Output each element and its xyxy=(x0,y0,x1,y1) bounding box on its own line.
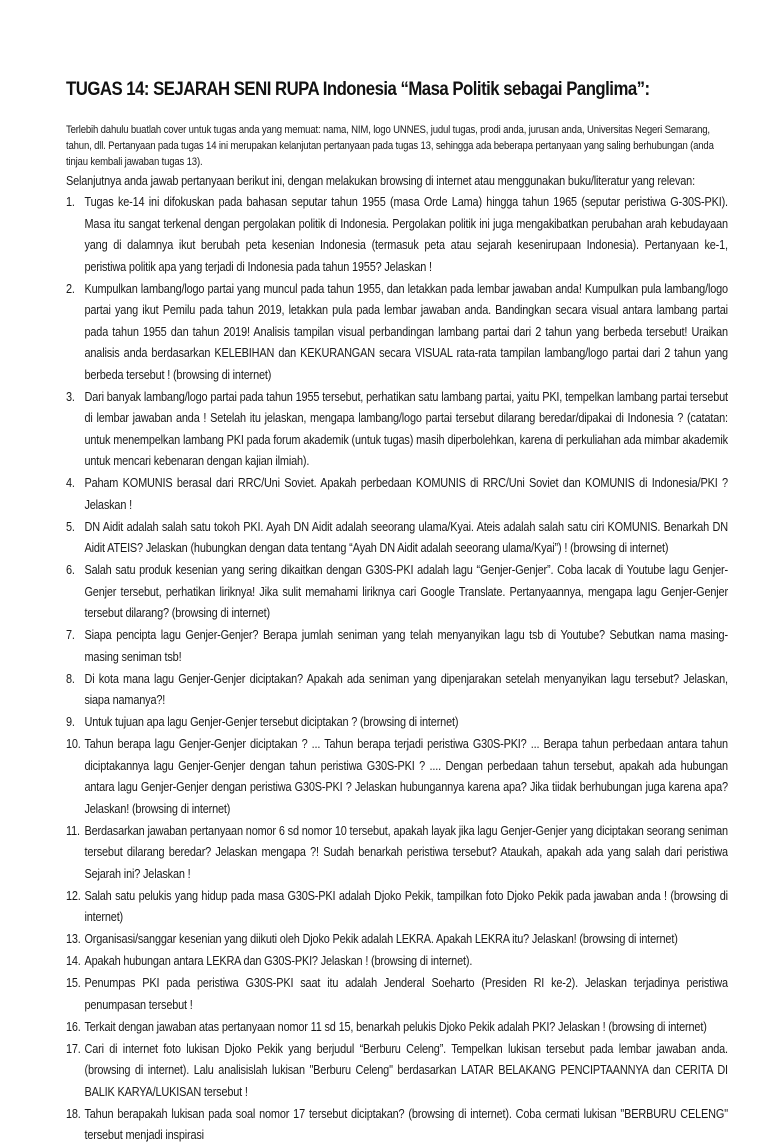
question-item xyxy=(66,191,728,277)
question-number: 13. xyxy=(66,931,81,946)
question-item xyxy=(66,278,728,386)
intro-paragraph: Terlebih dahulu buatlah cover untuk tugas anda yang memuat: nama, NIM, logo UNNES, judul tugas, prodi anda, jurusan anda, Universitas Negeri Semarang, tahun, dll. Pertanyaan pada tugas 14 ini merupakan kelanjutan pertanyaan pada tugas 13, sehingga ada beberapa pertanyaan yang saling berhubungan (anda tinjau kembali jawaban tugas 13). xyxy=(66,124,714,168)
question-number: 17. xyxy=(66,1040,81,1056)
question-number: 14. xyxy=(66,953,81,968)
question-number: 6. xyxy=(66,562,75,577)
question-list xyxy=(66,191,728,1146)
question-item xyxy=(66,668,728,711)
question-number: 8. xyxy=(66,670,75,686)
question-number: 9. xyxy=(66,714,75,729)
question-number: 15. xyxy=(66,975,81,990)
question-item xyxy=(66,928,728,950)
question-text: Salah satu produk kesenian yang sering dikaitkan dengan G30S-PKI adalah lagu “Genjer-Genjer”. Coba lacak di Youtube lagu Genjer-Genjer tersebut, perhatikan liriknya! Jika sulit memahami liriknya cari Google Translate. Pertanyaannya, mengapa lagu Genjer-Genjer tersebut dilarang? (browsing di internet) xyxy=(84,562,728,620)
question-text: Berdasarkan jawaban pertanyaan nomor 6 sd nomor 10 tersebut, apakah layak jika lagu Genjer-Genjer yang diciptakan seorang seniman tersebut dilarang beredar? Jelaskan mengapa ?! Sudah benarkah peristiwa tersebut? Ataukah, apakah ada yang salah dari peristiwa Sejarah ini? Jelaskan ! xyxy=(84,822,728,881)
question-item xyxy=(66,1016,728,1038)
question-text: Penumpas PKI pada peristiwa G30S-PKI saat itu adalah Jenderal Soeharto (Presiden RI ke-2). Jelaskan terjadinya peristiwa penumpasan tersebut ! xyxy=(84,975,728,1012)
question-text: Terkait dengan jawaban atas pertanyaan nomor 11 sd 15, benarkah pelukis Djoko Pekik adalah PKI? Jelaskan ! (browsing di internet) xyxy=(84,1018,707,1034)
question-item xyxy=(66,472,728,515)
question-item xyxy=(66,1103,728,1146)
question-number: 16. xyxy=(66,1018,81,1034)
question-item xyxy=(66,885,728,928)
question-text: Cari di internet foto lukisan Djoko Pekik yang berjudul “Berburu Celeng”. Tempelkan lukisan tersebut pada lembar jawaban anda. (browsing di internet). Lalu analisislah lukisan "Berburu Celeng" berdasarkan LATAR BELAKANG PENCIPTAANNYA dan CERITA DI BALIK KARYA/LUKISAN tersebut ! xyxy=(84,1040,728,1099)
question-text: Tugas ke-14 ini difokuskan pada bahasan seputar tahun 1955 (masa Orde Lama) hingga tahun 1965 (seputar peristiwa G-30S-PKI). Masa itu sangat terkenal dengan pergolakan politik di Indonesia. Pergolakan politik ini juga mengakibatkan perubahan arah kebudayaan yang di dalamnya ikut berubah peta kesenian Indonesia (termasuk peta atau sejarah kesenirupaan Indonesia). Pertanyaan ke-1, peristiwa politik apa yang terjadi di Indonesia pada tahun 1955? Jelaskan ! xyxy=(84,194,728,274)
question-number: 12. xyxy=(66,887,81,903)
question-text: Kumpulkan lambang/logo partai yang muncul pada tahun 1955, dan letakkan pada lembar jawaban anda! Kumpulkan pula lambang/logo partai yang ikut Pemilu pada tahun 2019, letakkan pula pada lembar jawaban anda. Bandingkan secara visual antara lambang partai pada tahun 1955 dan tahun 2019! Analisis tampilan visual perbandingan lambang partai dari 2 tahun yang berbeda tersebut! Uraikan analisis anda berdasarkan KELEBIHAN dan KEKURANGAN secara VISUAL rata-rata tampilan lambang/logo partai dari 2 tahun yang berbeda tersebut ! (browsing di internet) xyxy=(84,280,728,382)
question-number: 7. xyxy=(66,627,75,642)
page-title: TUGAS 14: SEJARAH SENI RUPA Indonesia “Masa Politik sebagai Panglima”: xyxy=(66,78,650,100)
question-text: Untuk tujuan apa lagu Genjer-Genjer tersebut diciptakan ? (browsing di internet) xyxy=(84,714,459,729)
question-text: Dari banyak lambang/logo partai pada tahun 1955 tersebut, perhatikan satu lambang partai, yaitu PKI, tempelkan lambang partai tersebut di lembar jawaban anda ! Setelah itu jelaskan, mengapa lambang/logo partai tersebut dilarang beredar/dipakai di Indonesia ? (catatan: untuk menempelkan lambang PKI pada forum akademik (untuk tugas) masih diperbolehkan, karena di perkuliahan ada mimbar akademik untuk mencari kebenaran dengan kajian ilmiah). xyxy=(84,388,728,468)
question-text: Organisasi/sanggar kesenian yang diikuti oleh Djoko Pekik adalah LEKRA. Apakah LEKRA itu? Jelaskan! (browsing di internet) xyxy=(84,931,678,946)
question-item xyxy=(66,559,728,624)
question-text: Tahun berapakah lukisan pada soal nomor 17 tersebut diciptakan? (browsing di internet). Coba cermati lukisan "BERBURU CELENG" tersebut menjadi inspirasi xyxy=(84,1105,728,1142)
question-item xyxy=(66,950,728,972)
question-number: 4. xyxy=(66,475,75,490)
question-item xyxy=(66,972,728,1015)
lead-paragraph: Selanjutnya anda jawab pertanyaan berikut ini, dengan melakukan browsing di internet atau menggunakan buku/literatur yang relevan: xyxy=(66,173,695,188)
question-number: 11. xyxy=(66,822,80,838)
question-text: Apakah hubungan antara LEKRA dan G30S-PKI? Jelaskan ! (browsing di internet). xyxy=(84,953,473,968)
question-number: 18. xyxy=(66,1105,81,1121)
question-text: Tahun berapa lagu Genjer-Genjer diciptakan ? ... Tahun berapa terjadi peristiwa G30S-PKI? ... Berapa tahun perbedaan antara tahun diciptakannya lagu Genjer-Genjer dengan tahun peristiwa G30S-PKI ? .... Dengan perbedaan tahun tersebut, apakah ada hubungan antara lagu Genjer-Genjer dengan peristiwa G30S-PKI ? Jelaskan hubungannya karena apa? Jika tiidak berhubungan juga karena apa? Jelaskan! (browsing di internet) xyxy=(84,736,728,816)
question-item xyxy=(66,711,728,733)
question-text: Paham KOMUNIS berasal dari RRC/Uni Soviet. Apakah perbedaan KOMUNIS di RRC/Uni Soviet dan KOMUNIS di Indonesia/PKI ? Jelaskan ! xyxy=(84,475,728,512)
question-item xyxy=(66,516,728,559)
question-item xyxy=(66,624,728,667)
question-number: 1. xyxy=(66,194,75,209)
question-number: 3. xyxy=(66,388,75,404)
question-item xyxy=(66,1038,728,1103)
question-text: Siapa pencipta lagu Genjer-Genjer? Berapa jumlah seniman yang telah menyanyikan lagu tsb di Youtube? Sebutkan nama masing-masing seniman tsb! xyxy=(84,627,728,664)
question-item xyxy=(66,820,728,885)
question-number: 10. xyxy=(66,736,81,751)
question-text: DN Aidit adalah salah satu tokoh PKI. Ayah DN Aidit adalah seeorang ulama/Kyai. Ateis adalah salah satu ciri KOMUNIS. Benarkah DN Aidit ATEIS? Jelaskan (hubungkan dengan data tentang “Ayah DN Aidit adalah seeorang ulama/Kyai”) ! (browsing di internet) xyxy=(84,518,728,555)
question-text: Di kota mana lagu Genjer-Genjer diciptakan? Apakah ada seniman yang dipenjarakan setelah menyanyikan lagu tersebut? Jelaskan, siapa namanya?! xyxy=(84,670,728,707)
question-item xyxy=(66,386,728,472)
question-number: 5. xyxy=(66,518,75,534)
question-item xyxy=(66,733,728,819)
question-text: Salah satu pelukis yang hidup pada masa G30S-PKI adalah Djoko Pekik, tampilkan foto Djoko Pekik pada jawaban anda ! (browsing di internet) xyxy=(84,887,728,924)
question-number: 2. xyxy=(66,280,75,296)
